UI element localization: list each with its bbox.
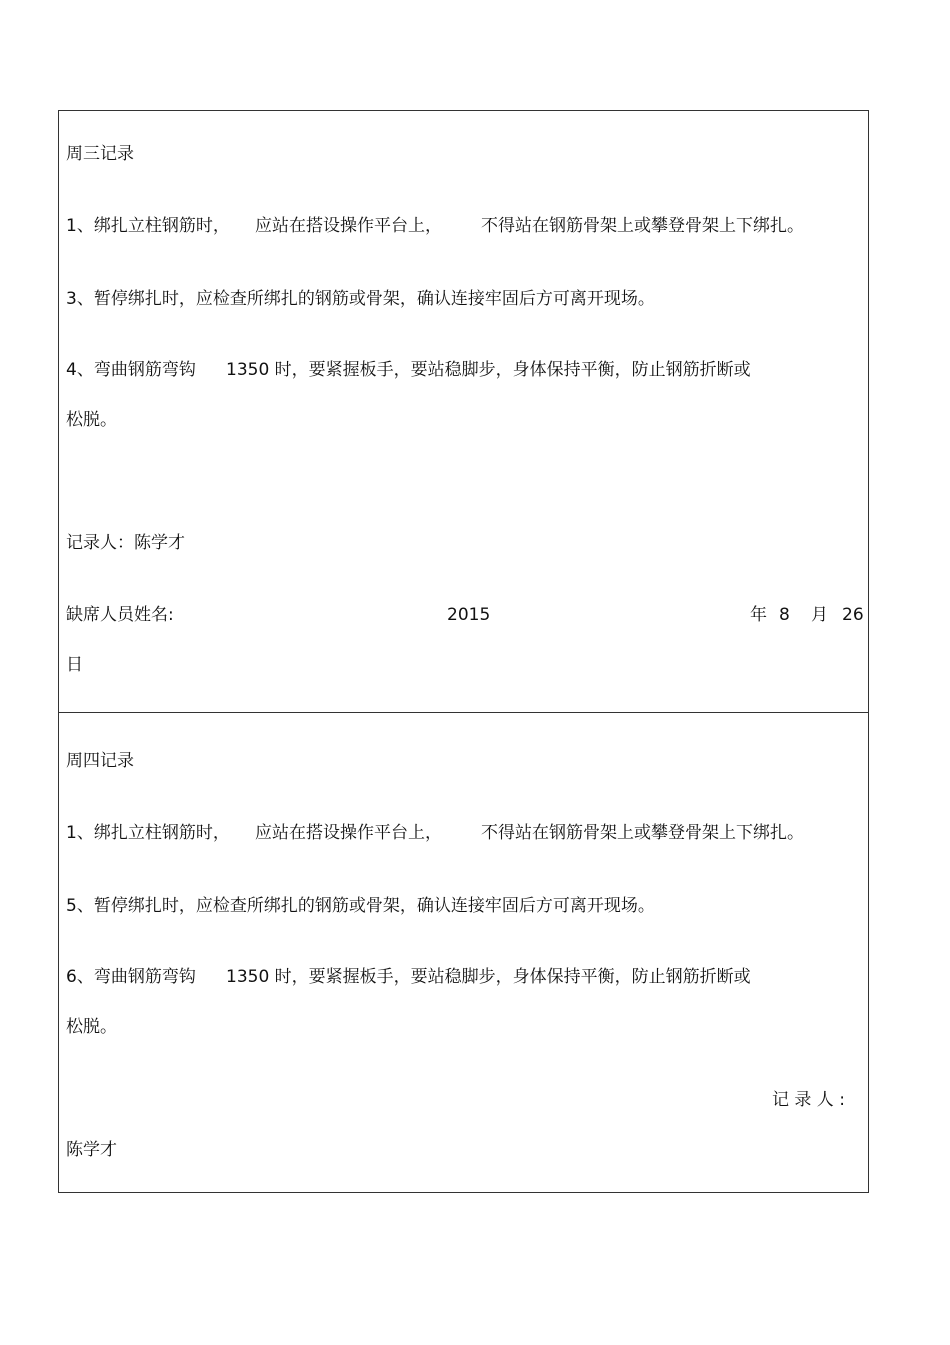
wed-item1-part1: 1、绑扎立柱钢筋时， [66, 216, 230, 236]
wed-item3: 3、暂停绑扎时，应检查所绑扎的钢筋或骨架，确认连接牢固后方可离开现场。 [66, 289, 655, 309]
thu-item1-part2: 应站在搭设操作平台上， [255, 823, 442, 843]
wed-date-month: 8 [779, 605, 790, 625]
row-divider [58, 712, 869, 713]
wed-date-year: 2015 [447, 605, 491, 625]
wed-absent-label: 缺席人员姓名: [66, 605, 174, 625]
wed-item4-part2: 1350 时，要紧握板手，要站稳脚步，身体保持平衡，防止钢筋折断或 [226, 360, 751, 380]
thu-recorder-name: 陈学才 [66, 1140, 117, 1160]
thu-recorder-label: 记 录 人 : [772, 1090, 845, 1110]
thu-item1-part3: 不得站在钢筋骨架上或攀登骨架上下绑扎。 [481, 823, 804, 843]
thu-item5: 5、暂停绑扎时，应检查所绑扎的钢筋或骨架，确认连接牢固后方可离开现场。 [66, 896, 655, 916]
wed-recorder: 记录人：陈学才 [66, 533, 185, 553]
wed-item1-part3: 不得站在钢筋骨架上或攀登骨架上下绑扎。 [481, 216, 804, 236]
thu-item6-part1: 6、弯曲钢筋弯钩 [66, 967, 196, 987]
wed-item1-part2: 应站在搭设操作平台上， [255, 216, 442, 236]
wed-date-month-unit: 月 [811, 605, 828, 625]
wed-date-year-unit: 年 [750, 605, 767, 625]
wednesday-heading: 周三记录 [66, 144, 134, 164]
wed-item4-continuation: 松脱。 [66, 410, 117, 430]
thu-item6-part2: 1350 时，要紧握板手，要站稳脚步，身体保持平衡，防止钢筋折断或 [226, 967, 751, 987]
thursday-heading: 周四记录 [66, 751, 134, 771]
record-table [58, 110, 869, 1193]
wed-item4-part1: 4、弯曲钢筋弯钩 [66, 360, 196, 380]
wed-date-day-unit: 日 [66, 655, 83, 675]
wed-date-day: 26 [842, 605, 864, 625]
thu-item1-part1: 1、绑扎立柱钢筋时， [66, 823, 230, 843]
thu-item6-continuation: 松脱。 [66, 1017, 117, 1037]
